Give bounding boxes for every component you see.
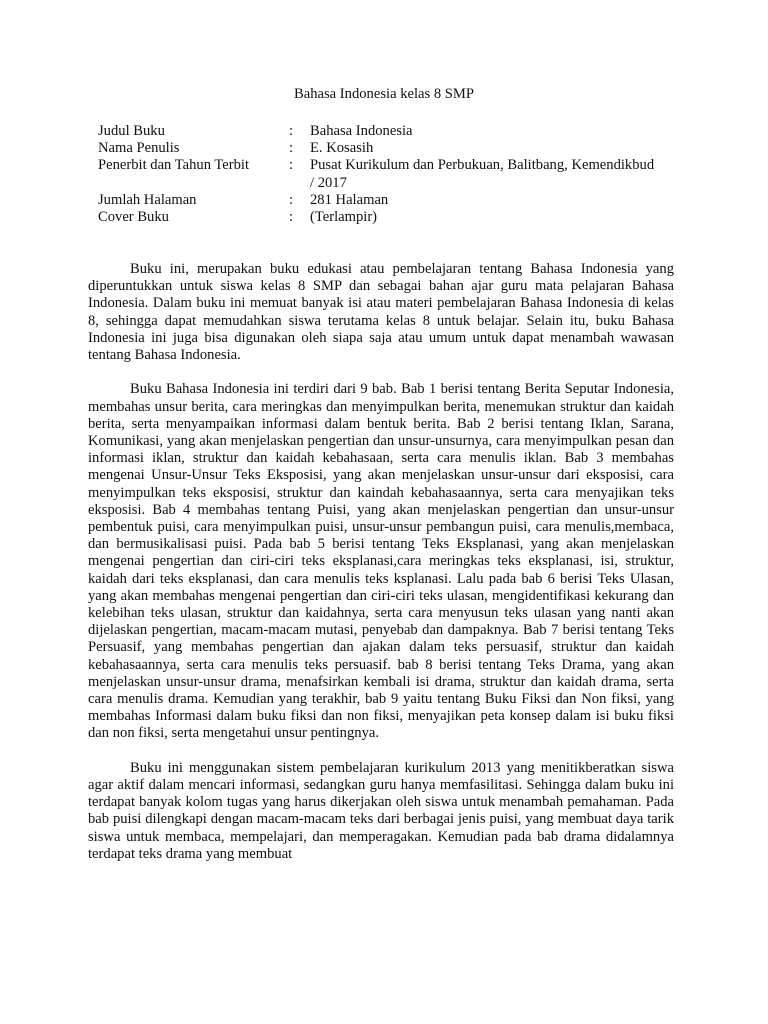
- book-info-row-cover: [98, 209, 658, 226]
- book-info-label: Jumlah Halaman: [98, 191, 197, 208]
- book-info-label: Judul Buku: [98, 123, 165, 139]
- book-info-value: (Terlampir): [310, 209, 378, 226]
- book-info-value: Pusat Kurikulum dan Perbukuan, Balitbang, Kemendikbud / 2017: [310, 157, 655, 191]
- document-body: [88, 261, 674, 880]
- body-paragraph-chapters: Buku Bahasa Indonesia ini terdiri dari 9 bab. Bab 1 berisi tentang Berita Seputar Indonesia, membahas unsur berita, cara meringkas dan menyimpulkan berita, menemukan struktur dan kaidah berita, serta menyampaikan informasi dalam bentuk berita. Bab 2 berisi tentang Iklan, Sarana, Komunikasi, yang akan menjelaskan pengertian dan unsur-unsurnya, cara menyimpulkan pesan dan informasi iklan, struktur dan kaidah kebahasaan, serta cara menulis iklan. Bab 3 membahas mengenai Unsur-Unsur Teks Eksposisi, yang akan menjelaskan unsur-unsur dari eksposisi, cara menyimpulkan teks eksposisi, struktur dan kaindah kebahasaannya, serta cara menyajikan teks eksposisi. Bab 4 membahas tentang Puisi, yang akan menjelaskan pengertian dan unsur-unsur pembentuk puisi, cara menyimpulkan puisi, unsur-unsur pembangun puisi, cara menulis,membaca, dan bermusikalisasi puisi. Pada bab 5 berisi tentang Teks Eksplanasi, yang akan menjelaskan mengenai pengertian dan ciri-ciri teks eksplanasi,cara meringkas teks eksplanasi, isi, struktur, kaidah dari teks eksplanasi, dan cara menulis teks ksplanasi. Lalu pada bab 6 berisi Teks Ulasan, yang akan membahas mengenai pengertian dan ciri-ciri teks ulasan, mengidentifikasi kekurang dan kelebihan teks ulasan, struktur dan kaidahnya, serta cara menyusun teks ulasan yang nanti akan dijelaskan pengertian, macam-macam mutasi, penyebab dan dampaknya. Bab 7 berisi tentang Teks Persuasif, yang membahas pengertian dan ajakan dalam teks persuasif, struktur dan kaidah kebahasaannya, serta cara menulis teks persuasif. bab 8 berisi tentang Teks Drama, yang akan menjelaskan unsur-unsur drama, menafsirkan kembali isi drama, struktur dan kaidah drama, serta cara menulis drama. Kemudian yang terakhir, bab 9 yaitu tentang Buku Fiksi dan Non fiksi, yang membahas Informasi dalam buku fiksi dan non fiksi, menyajikan peta konsep dalam isi buku fiksi dan non fiksi, serta mengetahui unsur pentingnya.: [88, 381, 674, 742]
- book-info-label: Cover Buku: [98, 209, 169, 226]
- document-title: Bahasa Indonesia kelas 8 SMP: [294, 86, 474, 102]
- book-info-label: Nama Penulis: [98, 140, 180, 157]
- book-info-row-author: [98, 140, 658, 157]
- book-info-colon: :: [289, 157, 294, 174]
- book-info-colon: :: [289, 123, 294, 139]
- book-info-row-publisher: [98, 157, 658, 191]
- book-info-table: [98, 123, 658, 226]
- book-info-colon: :: [289, 191, 294, 208]
- body-paragraph-curriculum: Buku ini menggunakan sistem pembelajaran kurikulum 2013 yang menitikberatkan siswa agar aktif dalam mencari informasi, sedangkan guru hanya memfasilitasi. Sehingga dalam buku ini terdapat banyak kolom tugas yang harus dikerjakan oleh siswa untuk menambah pemahaman. Pada bab puisi dilengkapi dengan macam-macam teks dari berbagai jenis puisi, yang membuat daya tarik siswa untuk membaca, mempelajari, dan memperagakan. Kemudian pada bab drama didalamnya terdapat teks drama yang membuat: [88, 759, 674, 862]
- book-info-label: Penerbit dan Tahun Terbit: [98, 157, 250, 174]
- book-info-colon: :: [289, 209, 294, 226]
- book-info-value: E. Kosasih: [310, 140, 374, 157]
- body-paragraph-intro: Buku ini, merupakan buku edukasi atau pembelajaran tentang Bahasa Indonesia yang diperuntukkan untuk siswa kelas 8 SMP dan sebagai bahan ajar guru mata pelajaran Bahasa Indonesia. Dalam buku ini memuat banyak isi atau materi pembelajaran Bahasa Indonesia di kelas 8, sehingga dapat memudahkan siswa terutama kelas 8 untuk belajar. Selain itu, buku Bahasa Indonesia ini juga bisa digunakan oleh siapa saja atau umum untuk dapat menambah wawasan tentang Bahasa Indonesia.: [88, 261, 674, 364]
- book-info-colon: :: [289, 140, 294, 157]
- book-info-value: 281 Halaman: [310, 191, 389, 208]
- book-info-value: Bahasa Indonesia: [310, 123, 413, 139]
- book-info-row-pages: [98, 192, 658, 209]
- book-info-row-title: [98, 123, 658, 140]
